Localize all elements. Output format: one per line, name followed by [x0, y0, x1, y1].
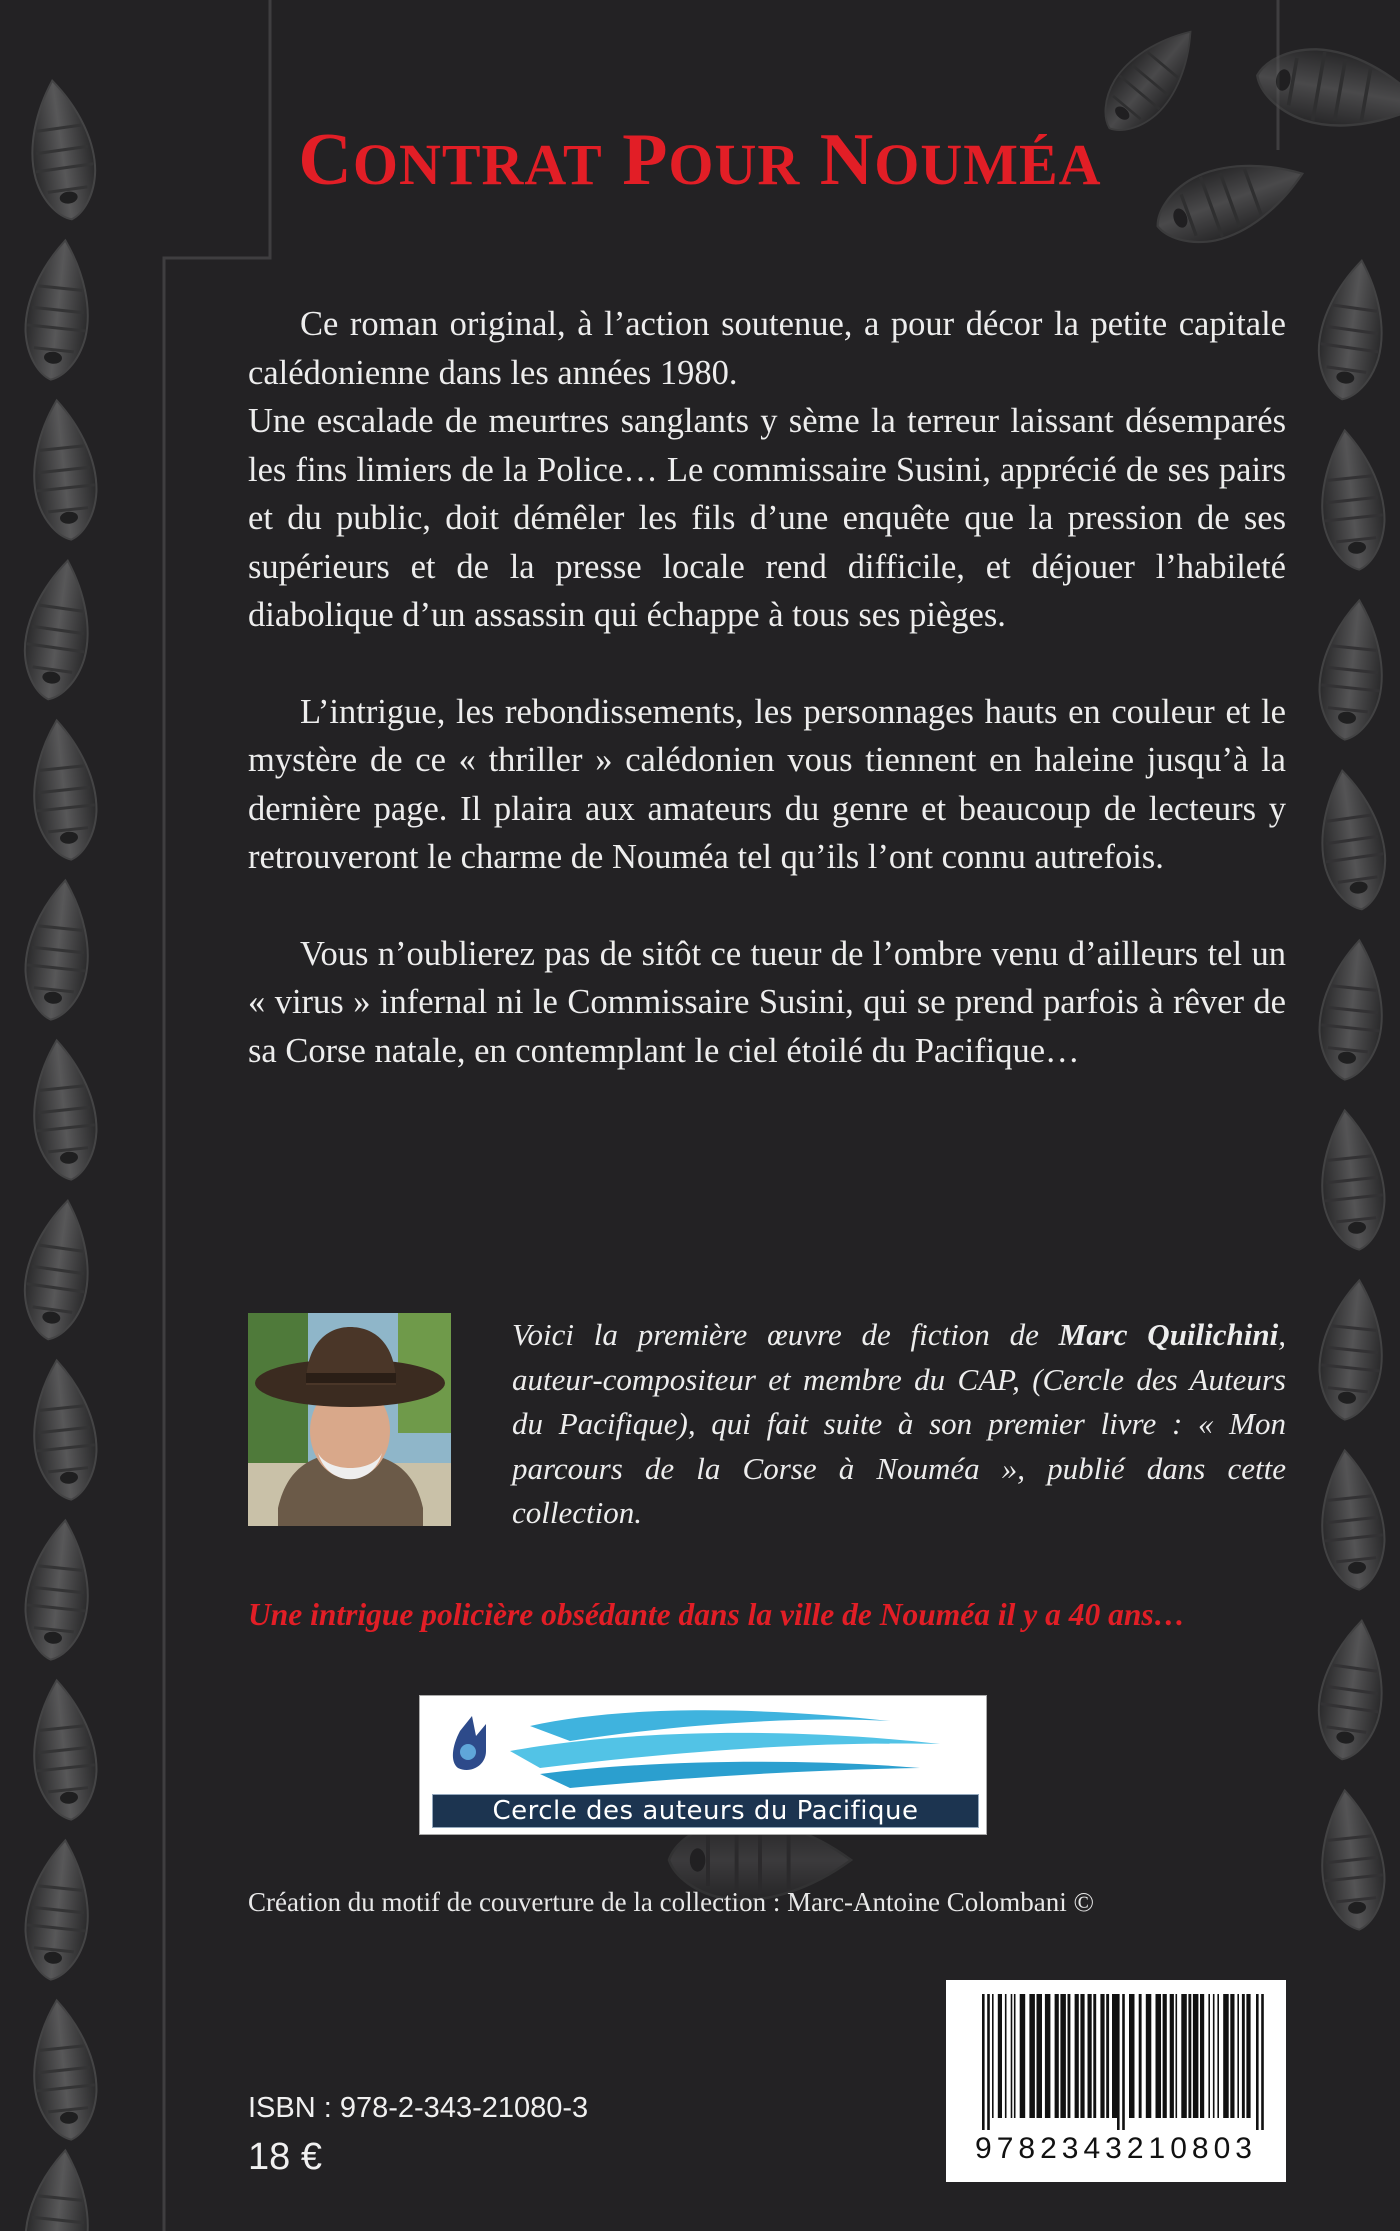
synopsis: [248, 300, 1286, 1075]
book-title: [0, 118, 1400, 203]
author-bio: [512, 1313, 1286, 1536]
synopsis-paragraph-1b: Une escalade de meurtres sanglants y sème la terreur laissant désemparés les fins limiers de la Police… Le commissaire Susini, apprécié de ses pairs et du public, doit démêler les fils d’une enquête que la pression de ses supérieurs et de la presse locale rend difficile, et déjouer l’habileté diabolique d’un assassin qui échappe à tous ses pièges.: [248, 402, 1286, 634]
synopsis-paragraph-3: Vous n’oublierez pas de sitôt ce tueur de l’ombre venu d’ailleurs tel un « virus » infernal ni le Commissaire Susini, qui se prend parfois à rêver de sa Corse natale, en contemplant le ciel étoilé du Pacifique…: [248, 934, 1286, 1070]
author-bio-intro: Voici la première œuvre de fiction de: [512, 1317, 1059, 1352]
isbn: ISBN : 978-2-343-21080-3: [248, 2092, 589, 2124]
author-photo: [248, 1313, 451, 1526]
synopsis-paragraph-2: L’intrigue, les rebondissements, les personnages hauts en couleur et le mystère de ce « thriller » calédonien vous tiennent en haleine jusqu’à la dernière page. Il plaira aux amateurs du genre et beaucoup de lecteurs y retrouveront le charme de Nouméa tel qu’ils l’ont connu autrefois.: [248, 692, 1286, 876]
publisher-logo: [419, 1695, 987, 1835]
author-bio-rest: , auteur-compositeur et membre du CAP, (Cercle des Auteurs du Pacifique), qui fait suite à son premier livre : « Mon parcours de la Corse à Nouméa », publié dans cette collection.: [512, 1317, 1286, 1530]
wave-emblem: [420, 1696, 986, 1796]
publisher-logo-label: Cercle des auteurs du Pacifique: [432, 1794, 979, 1828]
cover-design-credit: Création du motif de couverture de la collection : Marc-Antoine Colombani ©: [248, 1887, 1095, 1917]
book-title-text: CONTRAT POUR NOUMÉA: [298, 119, 1102, 201]
barcode-bars: [946, 1980, 1286, 2130]
price: 18 €: [248, 2136, 322, 2178]
isbn-barcode: [946, 1980, 1286, 2182]
author-name: Marc Quilichini: [1058, 1317, 1279, 1352]
barcode-number: 9782343210803: [975, 2132, 1257, 2165]
tagline: Une intrigue policière obsédante dans la ville de Nouméa il y a 40 ans…: [248, 1597, 1186, 1632]
synopsis-paragraph-1a: Ce roman original, à l’action soutenue, a pour décor la petite capitale calédonienne dans les années 1980.: [248, 305, 1286, 392]
